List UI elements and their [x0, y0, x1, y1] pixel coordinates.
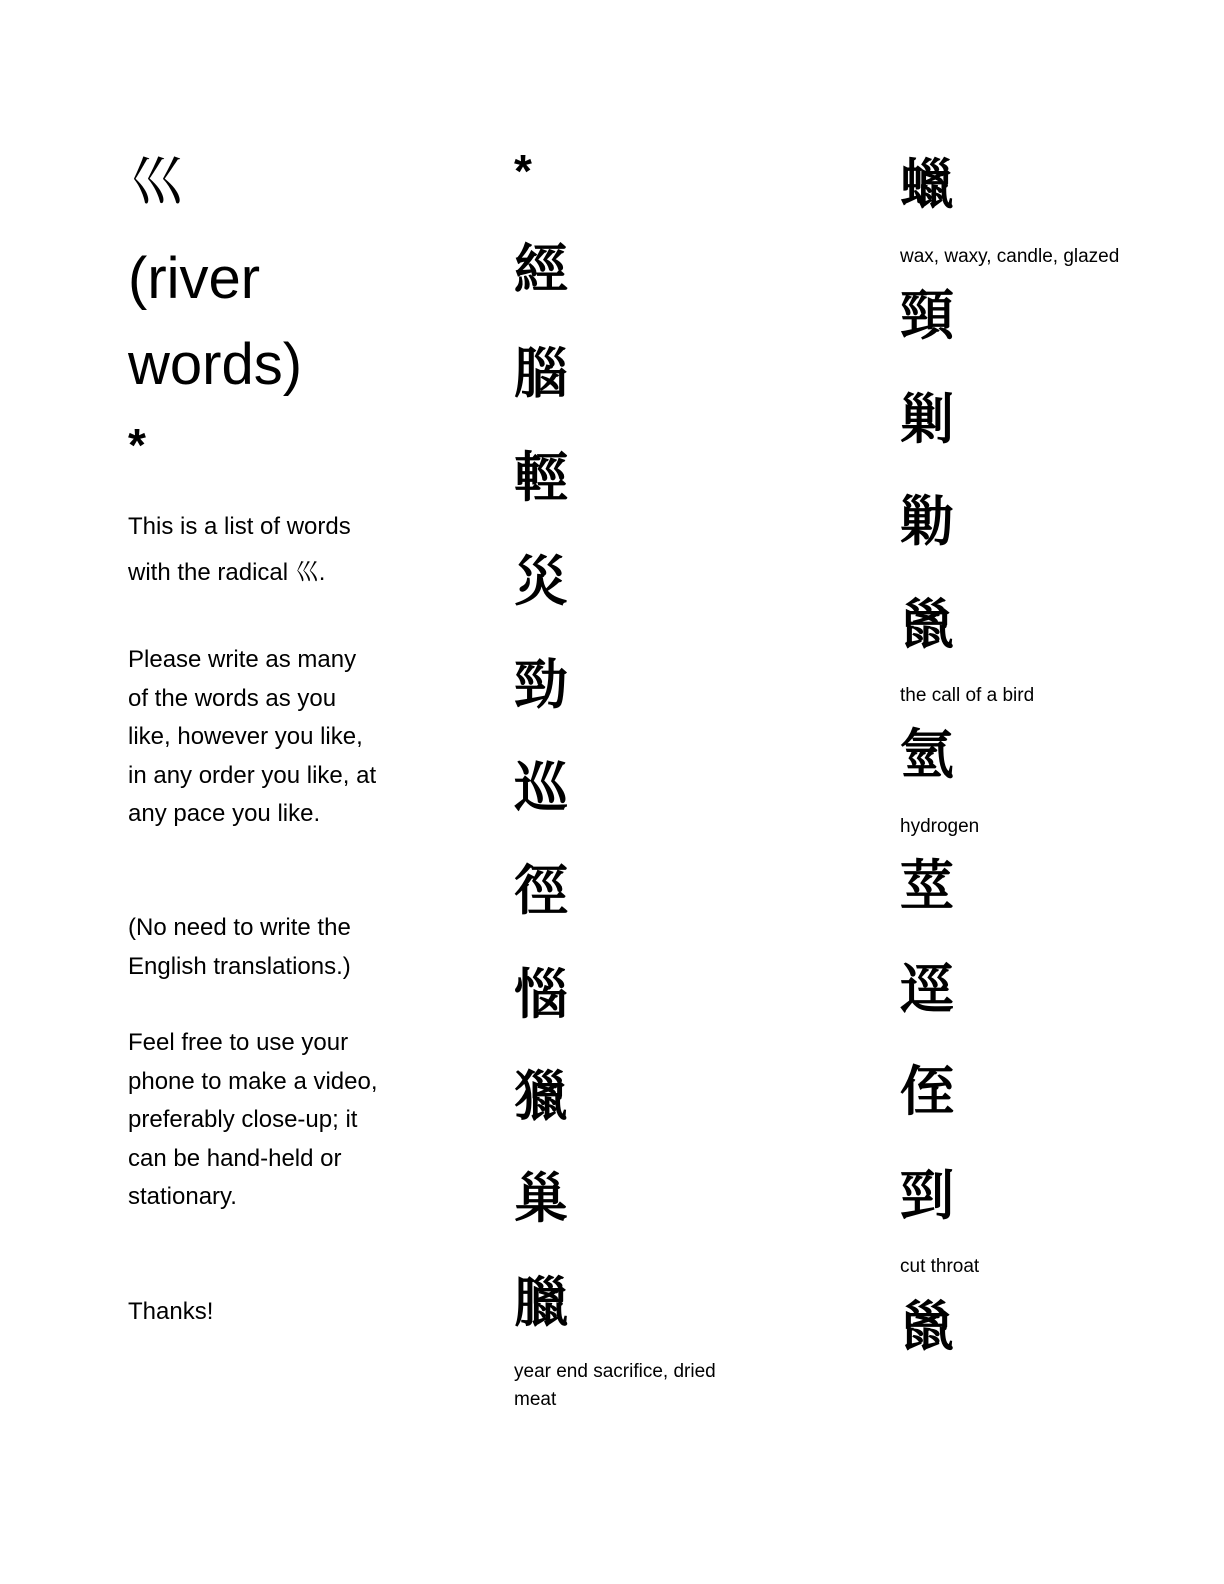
word-gloss: wax, waxy, candle, glazed [900, 246, 1120, 267]
word-char: 莖 [900, 854, 954, 917]
title-line-2: words) [128, 332, 303, 397]
intro-thanks: Thanks! [128, 1298, 214, 1325]
word-gloss: hydrogen [900, 816, 980, 837]
word-char: 巢 [514, 1167, 568, 1230]
word-gloss: cut throat [900, 1256, 980, 1277]
word-char: 臘 [514, 1271, 568, 1334]
column-asterisk: * [514, 145, 532, 197]
word-gloss: year end sacrifice, dried meat [514, 1361, 716, 1410]
title-line-1: (river [128, 246, 261, 311]
word-char: 經 [514, 238, 568, 301]
word-char: 頸 [900, 284, 954, 347]
word-char: 巤 [900, 1295, 954, 1358]
word-char: 徑 [514, 859, 568, 922]
word-char: 輕 [514, 446, 568, 509]
word-char: 勁 [514, 653, 568, 716]
word-char: 巡 [514, 756, 568, 819]
intro-paragraph-3: (No need to write the English translations.) [128, 914, 351, 980]
word-char: 氫 [900, 723, 954, 786]
word-char: 剿 [900, 388, 954, 451]
word-char: 勦 [900, 490, 954, 553]
word-char: 侄 [900, 1060, 954, 1123]
title-asterisk: * [128, 419, 146, 471]
word-char: 巤 [900, 593, 954, 656]
word-char: 腦 [514, 342, 568, 405]
intro-paragraph-2: Please write as many of the words as you like, however you like, in any order you like, at any pace you like. [128, 646, 377, 828]
word-gloss: the call of a bird [900, 685, 1035, 706]
intro-paragraph-1: This is a list of words with the radical 巛. [128, 513, 351, 586]
radical-heading: 巛 [128, 150, 184, 213]
word-char: 災 [514, 550, 568, 613]
word-char: 蠟 [900, 153, 954, 216]
word-char: 獵 [514, 1065, 568, 1128]
word-char: 剄 [900, 1164, 954, 1227]
intro-paragraph-4: Feel free to use your phone to make a video, preferably close-up; it can be hand-held or stationary. [128, 1029, 378, 1211]
word-char: 惱 [514, 963, 568, 1026]
word-char: 逕 [900, 958, 954, 1021]
